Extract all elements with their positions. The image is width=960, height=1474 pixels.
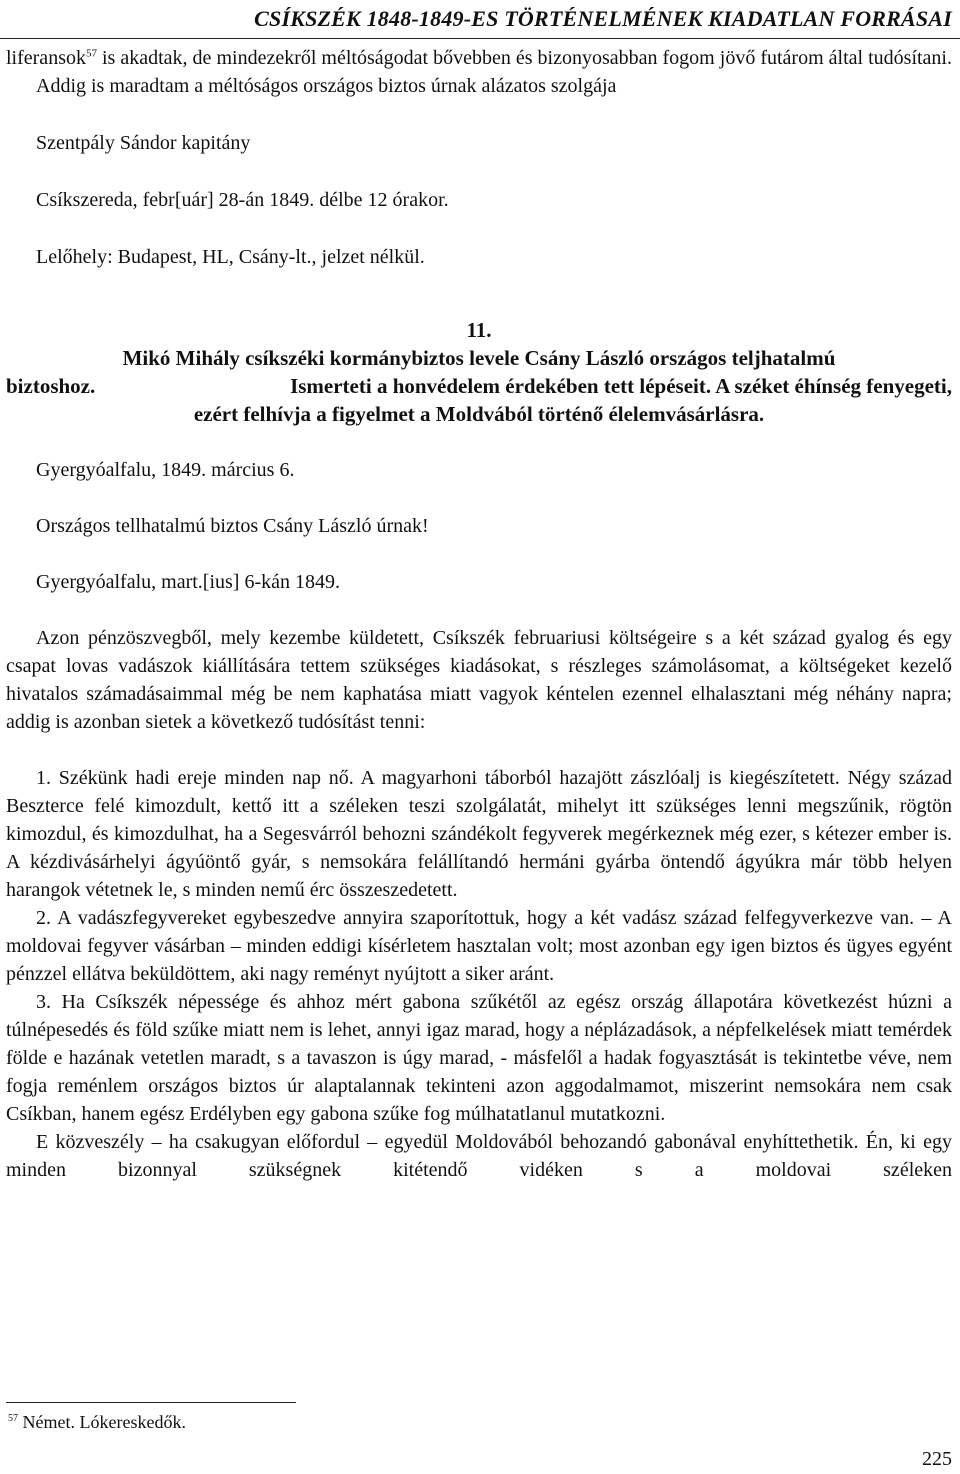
footnote <box>8 1412 186 1433</box>
footnote-text: Német. Lókereskedők. <box>18 1412 186 1432</box>
page-body <box>6 44 952 1184</box>
document-heading-line2 <box>6 372 952 400</box>
header-rule <box>0 38 960 39</box>
letter-place-date: Csíkszereda, febr[uár] 28-án 1849. délbe 12 órakor. <box>36 189 449 211</box>
document-place-date: Gyergyóalfalu, 1849. március 6. <box>36 459 295 481</box>
continuation-text <box>6 44 952 72</box>
heading-line2-right: Ismerteti a honvédelem érdekében tett lépéseit. A széket éhínség fenyegeti, <box>290 374 952 398</box>
paragraph-point-3: 3. Ha Csíkszék népessége és ahhoz mért gabona szűkétől az egész ország állapotára következést húzni a túlnépesedés és föld szűke miatt nem is lehet, annyi igaz marad, hogy a néplázadások, a népfelkelések miatt temérdek földe e hazának vetetlen maradt, s a tavaszon is úgy marad, - másfelől a hadak fogyasztását is tekintetbe véve, nem fogja reménlem országos biztos úr alaptalannak tekinteni azon aggodalmamot, miszerint nemsokára nem csak Csíkban, hanem egész Erdélyben egy gabona szűke fog múlhatatlanul mutatkozni. <box>6 991 952 1125</box>
footnote-ref[interactable]: 57 <box>85 47 97 60</box>
continuation-before: liferansok <box>6 47 86 69</box>
source-note: Lelőhely: Budapest, HL, Csány-lt., jelzet nélkül. <box>36 246 425 268</box>
document-number: 11. <box>466 318 492 342</box>
letter-date-line: Gyergyóalfalu, mart.[ius] 6-kán 1849. <box>36 571 340 593</box>
paragraph-final: E közveszély – ha csakugyan előfordul – egyedül Moldovából behozandó gabonával enyhíttethetik. Én, ki egy minden bizonnyal szükségnek kitétendő vidéken s a moldovai széleken <box>6 1131 952 1181</box>
heading-line2-left: biztoshoz. <box>6 374 96 398</box>
paragraph-point-2: 2. A vadászfegyvereket egybeszedve annyira szaporítottuk, hogy a két vadász század felfegyverkezve van. – A moldovai fegyver vásárban – minden eddigi kísérletem hasztalan volt; most azonban egy igen biztos és ügyes egyént pénzzel ellátva beküldöttem, aki nagy reményt nyújtott a siker aránt. <box>6 907 952 985</box>
running-head: CSÍKSZÉK 1848-1849-ES TÖRTÉNELMÉNEK KIADATLAN FORRÁSAI <box>254 6 952 31</box>
addressee: Országos tellhatalmú biztos Csány László úrnak! <box>36 515 429 537</box>
paragraph-point-1: 1. Székünk hadi ereje minden nap nő. A magyarhoni táborból hazajött zászlóalj is kiegészítetett. Négy század Beszterce felé kimozdult, kettő itt a széleken teszi szolgálatát, mihelyt itt szükséges lenni megszűnik, rögtön kimozdul, és kimozdulhat, ha a Segesvárról behozni szándékolt fegyverek megérkeznek még ezer, s kétezer ember is. A kézdivásárhelyi ágyúöntő gyár, s nemsokára felállítandó hermáni gyárba öntendő ágyúkra már több helyen harangok vétetnek le, s minden nemű érc összeszedetett. <box>6 767 952 901</box>
footnote-rule <box>6 1402 296 1403</box>
page-number: 225 <box>922 1448 952 1470</box>
paragraph-intro: Azon pénzöszvegből, mely kezembe küldetett, Csíkszék februariusi költségeire s a két század gyalog és egy csapat lovas vadászok kiállítására tettem szükséges kiadásokat, s részleges számolásomat, a költségeket kezelő hivatalos számadásaimmal még be nem kaphatása miatt vagyok kéntelen ezennel elhalasztani még néhány napra; addig is azonban sietek a következő tudósítást tenni: <box>6 627 952 733</box>
letter-closing: Addig is maradtam a méltóságos országos biztos úrnak alázatos szolgája <box>36 75 617 97</box>
letter-signature: Szentpály Sándor kapitány <box>36 132 251 154</box>
continuation-after: is akadtak, de mindezekről méltóságodat bővebben és bizonyosabban fogom jövő futárom által tudósítani. <box>96 47 952 69</box>
document-heading-line1: Mikó Mihály csíkszéki kormánybiztos levele Csány László országos teljhatalmú <box>122 346 836 370</box>
footnote-number: 57 <box>8 1413 18 1424</box>
document-heading-line3: ezért felhívja a figyelmet a Moldvából történő élelemvásárlásra. <box>193 402 765 426</box>
